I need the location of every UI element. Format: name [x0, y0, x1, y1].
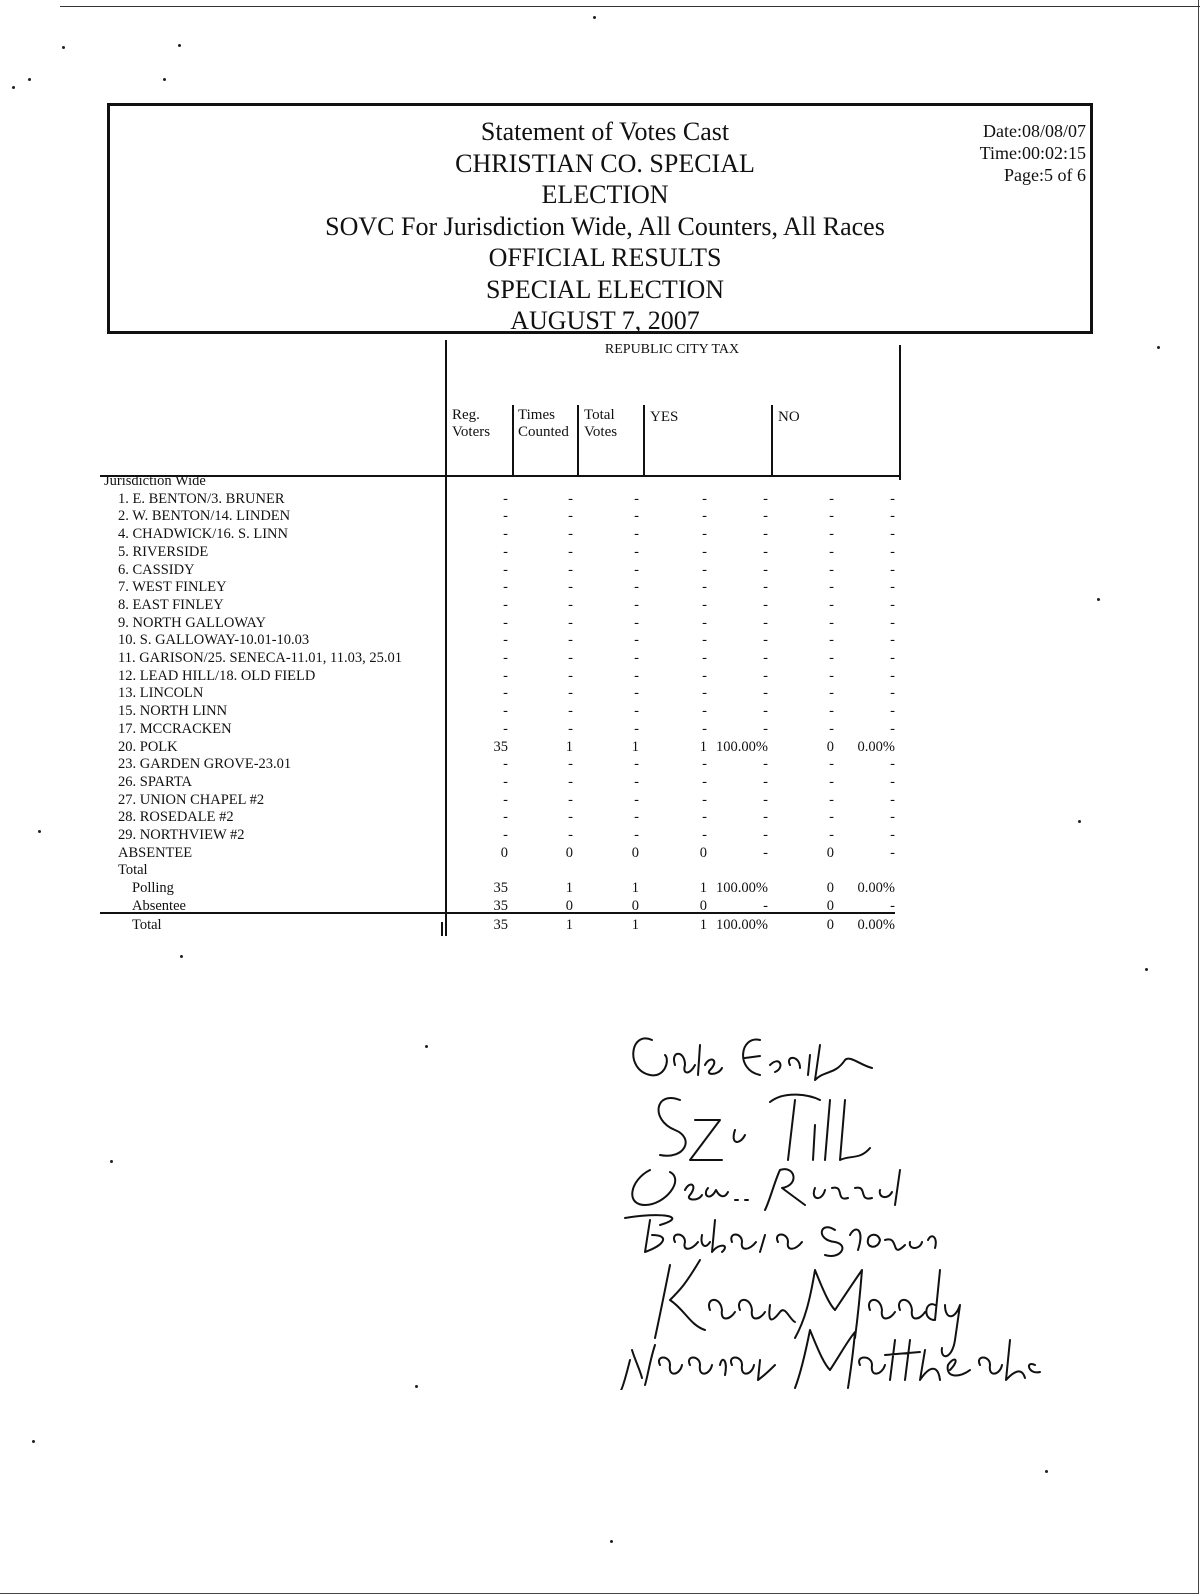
cell-no: - — [829, 526, 834, 543]
scan-speck — [12, 86, 15, 89]
scan-speck — [425, 1045, 428, 1048]
cell-reg: - — [503, 791, 508, 808]
cell-yes: - — [702, 650, 707, 666]
cell-yes-pct: 100.00% — [716, 738, 768, 755]
scan-speck — [180, 955, 183, 958]
cell-reg: 35 — [493, 880, 508, 897]
scan-speck — [1097, 598, 1100, 601]
row-label: 26. SPARTA — [118, 773, 192, 790]
cell-no: 0 — [826, 738, 834, 755]
cell-no: - — [829, 809, 834, 826]
cell-total: - — [634, 809, 639, 826]
table-row — [0, 792, 1200, 809]
cell-total: - — [634, 720, 639, 737]
cell-yes: 1 — [699, 738, 707, 755]
cell-times: - — [568, 827, 573, 843]
cell-no-pct: - — [890, 650, 895, 666]
cell-reg: 35 — [493, 897, 508, 914]
scan-speck — [610, 1540, 613, 1543]
cell-yes: - — [702, 526, 707, 543]
cell-total: - — [634, 596, 639, 613]
cell-reg: - — [503, 561, 508, 578]
cell-no: - — [829, 508, 834, 525]
cell-no-pct: - — [890, 596, 895, 613]
signature-2 — [659, 1095, 870, 1160]
scan-speck — [163, 78, 166, 81]
col-head-yes: YES — [650, 409, 679, 425]
cell-yes-pct: - — [763, 543, 768, 560]
cell-times: - — [568, 791, 573, 808]
cell-no: - — [829, 756, 834, 773]
table-row — [0, 508, 1200, 525]
scan-speck — [28, 78, 31, 81]
cell-yes-pct: - — [763, 756, 768, 773]
cell-yes: - — [702, 561, 707, 578]
cell-yes-pct: - — [763, 827, 768, 843]
cell-total: - — [634, 650, 639, 666]
scan-speck — [38, 830, 41, 833]
cell-yes: - — [702, 614, 707, 631]
cell-yes-pct: 100.00% — [716, 880, 768, 897]
cell-yes: - — [702, 596, 707, 613]
table-row — [0, 756, 1200, 773]
cell-reg: - — [503, 526, 508, 543]
cell-reg: - — [503, 579, 508, 596]
cell-times: - — [568, 720, 573, 737]
cell-no: 0 — [826, 880, 834, 897]
cell-no-pct: - — [890, 490, 895, 507]
title-line-6: SPECIAL ELECTION — [485, 274, 725, 304]
cell-no-pct: - — [890, 667, 895, 684]
cell-reg: - — [503, 809, 508, 826]
signature-3 — [632, 1169, 900, 1210]
table-row — [0, 668, 1200, 685]
cell-yes-pct: - — [763, 667, 768, 684]
cell-times: - — [568, 614, 573, 631]
cell-times: 0 — [565, 844, 573, 861]
cell-no: - — [829, 614, 834, 631]
cell-total: - — [634, 561, 639, 578]
cell-times: - — [568, 703, 573, 720]
scan-speck — [32, 1440, 35, 1443]
cell-yes-pct: - — [763, 809, 768, 826]
cell-total: - — [634, 667, 639, 684]
report-time: Time:00:02:15 — [979, 143, 1086, 163]
cell-times: 1 — [565, 880, 573, 897]
table-row — [0, 562, 1200, 579]
scan-speck — [178, 44, 181, 47]
row-label: 10. S. GALLOWAY-10.01-10.03 — [118, 632, 310, 649]
cell-no-pct: - — [890, 827, 895, 843]
cell-reg: - — [503, 773, 508, 790]
cell-total: - — [634, 703, 639, 720]
cell-total: - — [634, 773, 639, 790]
row-label: Total — [118, 862, 148, 879]
cell-no-pct: - — [890, 614, 895, 631]
cell-no: - — [829, 791, 834, 808]
cell-total: - — [634, 614, 639, 631]
cell-no: - — [829, 579, 834, 596]
cell-yes-pct: - — [763, 508, 768, 525]
cell-reg: - — [503, 490, 508, 507]
row-label: 11. GARISON/25. SENECA-11.01, 11.03, 25.01 — [118, 650, 402, 666]
cell-times: - — [568, 490, 573, 507]
cell-no: 0 — [826, 897, 834, 914]
row-label: Jurisdiction Wide — [104, 473, 206, 489]
col-divider-times — [512, 405, 514, 475]
table-row — [0, 827, 1200, 844]
cell-yes: - — [702, 667, 707, 684]
cell-no: - — [829, 720, 834, 737]
cell-no-pct: - — [890, 526, 895, 543]
row-label: 9. NORTH GALLOWAY — [118, 614, 267, 631]
cell-reg: - — [503, 596, 508, 613]
cell-times: - — [568, 650, 573, 666]
cell-total: 1 — [631, 738, 639, 755]
cell-no: - — [829, 667, 834, 684]
col-divider-right — [899, 345, 901, 480]
cell-no-pct: 0.00% — [857, 738, 895, 755]
signature-drawing — [610, 1020, 1050, 1390]
cell-times: - — [568, 756, 573, 773]
cell-yes-pct: - — [763, 703, 768, 720]
cell-no: - — [829, 561, 834, 578]
cell-yes: - — [702, 809, 707, 826]
row-label: 17. MCCRACKEN — [118, 720, 232, 737]
table-row — [0, 544, 1200, 561]
report-page: Page:5 of 6 — [1004, 165, 1086, 185]
cell-times: 1 — [565, 738, 573, 755]
cell-reg: - — [503, 685, 508, 702]
scan-speck — [1157, 346, 1160, 349]
cell-no-pct: - — [890, 632, 895, 649]
cell-no-pct: - — [890, 809, 895, 826]
grand-total-row: Total 35 1 1 1 100.00% 0 0.00% — [132, 917, 895, 933]
cell-yes: - — [702, 703, 707, 720]
table-row — [0, 774, 1200, 791]
row-label: 2. W. BENTON/14. LINDEN — [118, 508, 291, 525]
row-label: 29. NORTHVIEW #2 — [118, 827, 245, 843]
cell-no-pct: - — [890, 579, 895, 596]
cell-no: - — [829, 543, 834, 560]
cell-no-pct: - — [890, 703, 895, 720]
row-label: 15. NORTH LINN — [118, 703, 228, 720]
cell-no: - — [829, 632, 834, 649]
cell-yes: 0 — [699, 844, 707, 861]
cell-yes: - — [702, 632, 707, 649]
cell-yes-pct: - — [763, 791, 768, 808]
col-divider-total — [577, 405, 579, 475]
table-row — [0, 809, 1200, 826]
row-label: 20. POLK — [118, 738, 178, 755]
cell-times: - — [568, 632, 573, 649]
cell-no: - — [829, 650, 834, 666]
cell-no: - — [829, 685, 834, 702]
row-label: 4. CHADWICK/16. S. LINN — [118, 526, 288, 543]
cell-total: - — [634, 791, 639, 808]
row-label: 12. LEAD HILL/18. OLD FIELD — [118, 667, 316, 684]
col-head-total-votes: Total Votes — [584, 407, 618, 440]
cell-no-pct: - — [890, 561, 895, 578]
col-divider-no — [771, 405, 773, 475]
cell-yes: 1 — [699, 880, 707, 897]
row-label: 8. EAST FINLEY — [118, 596, 224, 613]
cell-yes-pct: - — [763, 526, 768, 543]
cell-total: - — [634, 508, 639, 525]
cell-yes-pct: - — [763, 650, 768, 666]
cell-yes-pct: - — [763, 632, 768, 649]
cell-yes: - — [702, 773, 707, 790]
table-row — [0, 526, 1200, 543]
cell-total: - — [634, 526, 639, 543]
cell-no-pct: - — [890, 685, 895, 702]
row-label: Polling — [132, 880, 174, 897]
row-label: 5. RIVERSIDE — [118, 543, 209, 560]
scan-speck — [1045, 1470, 1048, 1473]
cell-no: 0 — [826, 844, 834, 861]
cell-total: - — [634, 579, 639, 596]
cell-total: - — [634, 827, 639, 843]
signatures — [610, 1020, 1050, 1390]
cell-yes-pct: - — [763, 596, 768, 613]
cell-yes: - — [702, 490, 707, 507]
cell-yes-pct: - — [763, 720, 768, 737]
row-label: 23. GARDEN GROVE-23.01 — [118, 756, 292, 773]
row-label: 1. E. BENTON/3. BRUNER — [118, 490, 285, 507]
signature-1 — [633, 1038, 872, 1080]
signature-6 — [620, 1330, 1040, 1390]
cell-no: - — [829, 703, 834, 720]
table-row — [0, 632, 1200, 649]
cell-times: - — [568, 526, 573, 543]
cell-yes: 0 — [699, 897, 707, 914]
table-row — [0, 473, 1200, 490]
cell-yes-pct: - — [763, 773, 768, 790]
cell-yes-pct: - — [763, 897, 768, 914]
cell-yes: - — [702, 579, 707, 596]
cell-times: - — [568, 773, 573, 790]
race-title: REPUBLIC CITY TAX — [604, 342, 740, 357]
cell-times: - — [568, 667, 573, 684]
cell-total: - — [634, 543, 639, 560]
scan-speck — [110, 1160, 113, 1163]
cell-no-pct: - — [890, 897, 895, 914]
cell-reg: - — [503, 667, 508, 684]
cell-no-pct: - — [890, 791, 895, 808]
scan-speck — [593, 16, 596, 19]
cell-yes-pct: - — [763, 561, 768, 578]
cell-total: 0 — [631, 844, 639, 861]
cell-reg: - — [503, 827, 508, 843]
cell-reg: 35 — [493, 738, 508, 755]
cell-times: - — [568, 543, 573, 560]
cell-yes: - — [702, 543, 707, 560]
table-row — [0, 703, 1200, 720]
signature-4 — [625, 1215, 936, 1256]
cell-no-pct: - — [890, 720, 895, 737]
table-row — [0, 880, 1200, 897]
table-row — [0, 845, 1200, 862]
row-label: 27. UNION CHAPEL #2 — [118, 791, 265, 808]
row-label: ABSENTEE — [118, 844, 193, 861]
title-line-2: CHRISTIAN CO. SPECIAL — [455, 148, 755, 178]
cell-yes: - — [702, 720, 707, 737]
cell-total: - — [634, 632, 639, 649]
col-head-reg-voters: Reg. Voters — [452, 407, 491, 440]
report-date: Date:08/08/07 — [983, 121, 1086, 141]
row-label: Absentee — [132, 897, 186, 914]
cell-yes: - — [702, 685, 707, 702]
cell-reg: - — [503, 720, 508, 737]
col-head-times-counted: Times Counted — [518, 407, 569, 440]
cell-times: - — [568, 809, 573, 826]
cell-reg: - — [503, 632, 508, 649]
cell-times: - — [568, 685, 573, 702]
cell-reg: - — [503, 508, 508, 525]
cell-reg: - — [503, 756, 508, 773]
cell-no: - — [829, 827, 834, 843]
cell-yes: - — [702, 508, 707, 525]
table-row — [0, 615, 1200, 632]
cell-no: - — [829, 490, 834, 507]
cell-yes-pct: - — [763, 685, 768, 702]
cell-times: - — [568, 596, 573, 613]
cell-reg: 0 — [500, 844, 508, 861]
scan-speck — [415, 1385, 418, 1388]
scan-speck — [62, 46, 65, 49]
cell-no-pct: 0.00% — [857, 880, 895, 897]
cell-reg: - — [503, 703, 508, 720]
cell-times: 0 — [565, 897, 573, 914]
table-row — [0, 579, 1200, 596]
col-divider-yes — [643, 405, 645, 475]
cell-total: - — [634, 756, 639, 773]
table-row — [0, 685, 1200, 702]
cell-reg: - — [503, 543, 508, 560]
cell-times: - — [568, 561, 573, 578]
cell-no: - — [829, 596, 834, 613]
row-label: 13. LINCOLN — [118, 685, 204, 702]
cell-yes: - — [702, 791, 707, 808]
cell-yes-pct: - — [763, 490, 768, 507]
cell-no-pct: - — [890, 773, 895, 790]
cell-times: - — [568, 508, 573, 525]
cell-no-pct: - — [890, 756, 895, 773]
row-label: 7. WEST FINLEY — [118, 579, 227, 596]
title-line-3: ELECTION — [541, 180, 669, 209]
col-head-no: NO — [778, 409, 800, 425]
title-line-5: OFFICIAL RESULTS — [488, 243, 722, 272]
cell-yes-pct: - — [763, 614, 768, 631]
title-line-1: Statement of Votes Cast — [480, 117, 730, 146]
cell-total: - — [634, 685, 639, 702]
cell-no-pct: - — [890, 844, 895, 861]
table-row — [0, 721, 1200, 738]
table-row — [0, 898, 1200, 915]
title-line-7: AUGUST 7, 2007 — [510, 306, 700, 335]
cell-total: 0 — [631, 897, 639, 914]
cell-yes: - — [702, 827, 707, 843]
table-row — [0, 739, 1200, 756]
cell-no: - — [829, 773, 834, 790]
table-row — [0, 491, 1200, 508]
cell-yes: - — [702, 756, 707, 773]
row-label: 6. CASSIDY — [118, 561, 195, 578]
table-row — [0, 597, 1200, 614]
table-row — [0, 862, 1200, 879]
cell-total: 1 — [631, 880, 639, 897]
cell-times: - — [568, 579, 573, 596]
cell-no-pct: - — [890, 543, 895, 560]
cell-no-pct: - — [890, 508, 895, 525]
cell-yes-pct: - — [763, 579, 768, 596]
cell-reg: - — [503, 614, 508, 631]
scan-speck — [1145, 968, 1148, 971]
title-line-4: SOVC For Jurisdiction Wide, All Counters, All Races — [325, 211, 885, 241]
table-row — [0, 650, 1200, 667]
cell-total: - — [634, 490, 639, 507]
row-label: 28. ROSEDALE #2 — [118, 809, 234, 826]
scan-speck — [1078, 820, 1081, 823]
cell-reg: - — [503, 650, 508, 666]
cell-yes-pct: - — [763, 844, 768, 861]
